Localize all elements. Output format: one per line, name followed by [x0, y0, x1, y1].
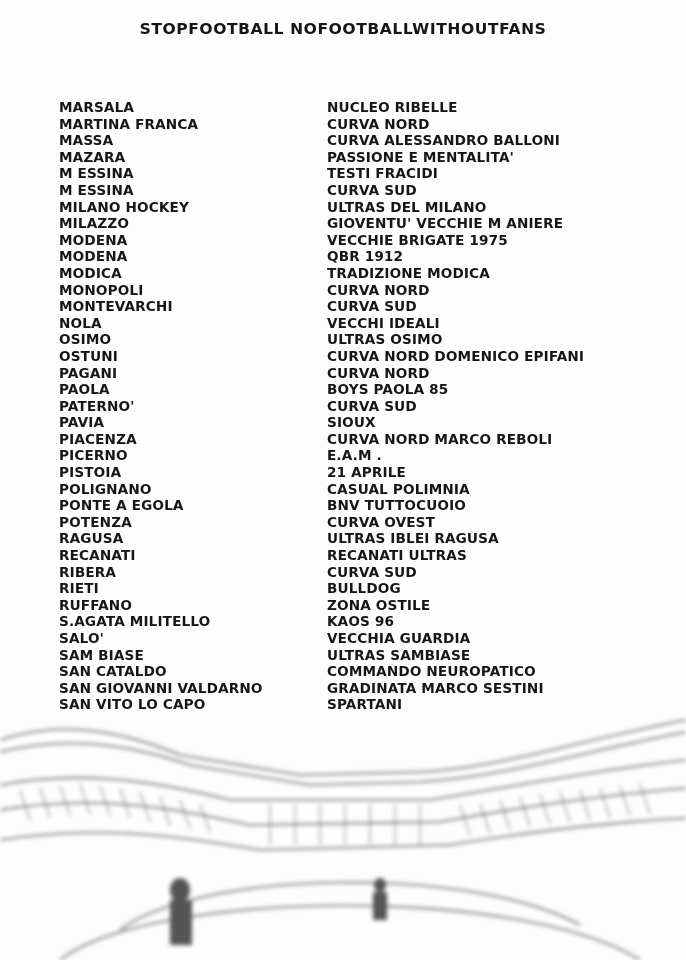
city-name: RECANATI [59, 548, 136, 565]
list-item [59, 448, 659, 465]
list-item [59, 133, 659, 150]
city-name: MASSA [59, 133, 114, 150]
city-name: NOLA [59, 315, 102, 332]
city-name: M ESSINA [59, 166, 134, 183]
city-name: M ESSINA [59, 182, 134, 199]
ultras-group-name: ULTRAS SAMBIASE [327, 647, 471, 664]
ultras-group-name: BNV TUTTOCUOIO [327, 498, 466, 515]
ultras-group-name: CASUAL POLIMNIA [327, 481, 470, 498]
ultras-group-name: CURVA SUD [327, 398, 417, 415]
city-name: PAOLA [59, 382, 110, 399]
ultras-group-name: CURVA SUD [327, 564, 417, 581]
list-item [59, 565, 659, 582]
ultras-group-name: CURVA SUD [327, 182, 417, 199]
ultras-group-name: VECCHIE BRIGATE 1975 [327, 232, 508, 249]
ultras-group-name: SIOUX [327, 415, 376, 432]
stadium-sketch-illustration [0, 700, 686, 960]
city-name: POTENZA [59, 514, 132, 531]
city-name: PIACENZA [59, 431, 137, 448]
city-name: MONOPOLI [59, 282, 144, 299]
city-name: MARTINA FRANCA [59, 116, 199, 133]
ultras-group-name: ULTRAS IBLEI RAGUSA [327, 531, 499, 548]
ultras-group-name: 21 APRILE [327, 465, 406, 482]
list-item [59, 432, 659, 449]
ultras-group-name: VECCHIA GUARDIA [327, 631, 471, 647]
ultras-group-name: NUCLEO RIBELLE [327, 100, 458, 116]
list-item [59, 233, 659, 250]
city-group-list [59, 100, 659, 714]
city-name: PAVIA [59, 415, 105, 432]
city-name: POLIGNANO [59, 481, 152, 498]
list-item [59, 117, 659, 134]
city-name: PISTOIA [59, 465, 122, 482]
city-name: PAGANI [59, 365, 118, 382]
list-item [59, 498, 659, 515]
list-item [59, 299, 659, 316]
list-item [59, 349, 659, 366]
city-name: OSIMO [59, 332, 112, 349]
list-item [59, 681, 659, 698]
ultras-group-name: ZONA OSTILE [327, 597, 431, 614]
ultras-group-name: CURVA NORD [327, 116, 430, 133]
list-item [59, 614, 659, 631]
list-item [59, 531, 659, 548]
list-item [59, 382, 659, 399]
ultras-group-name: GIOVENTU' VECCHIE M ANIERE [327, 216, 564, 233]
ultras-group-name: CURVA OVEST [327, 514, 436, 531]
list-item [59, 150, 659, 167]
city-name: OSTUNI [59, 348, 118, 365]
city-name: PONTE A EGOLA [59, 498, 184, 515]
list-item [59, 266, 659, 283]
list-item [59, 316, 659, 333]
city-name: SAN VITO LO CAPO [59, 697, 206, 714]
list-item [59, 598, 659, 615]
list-item [59, 482, 659, 499]
city-name: MARSALA [59, 100, 135, 116]
city-name: SAN CATALDO [59, 664, 167, 681]
city-name: MAZARA [59, 149, 126, 166]
list-item [59, 648, 659, 665]
list-item [59, 249, 659, 266]
city-name: S.AGATA MILITELLO [59, 614, 211, 631]
list-item [59, 515, 659, 532]
city-name: SAN GIOVANNI VALDARNO [59, 680, 263, 697]
city-name: SAM BIASE [59, 647, 144, 664]
ultras-group-name: PASSIONE E MENTALITA' [327, 149, 514, 166]
ultras-group-name: TESTI FRACIDI [327, 166, 439, 183]
city-name: RIETI [59, 581, 99, 598]
city-name: MILAZZO [59, 216, 130, 233]
city-name: MODENA [59, 249, 128, 266]
ultras-group-name: ULTRAS DEL MILANO [327, 199, 487, 216]
ultras-group-name: KAOS 96 [327, 614, 395, 631]
list-item [59, 415, 659, 432]
city-name: MONTEVARCHI [59, 299, 173, 316]
ultras-group-name: COMMANDO NEUROPATICO [327, 664, 536, 681]
ultras-group-name: CURVA SUD [327, 299, 417, 316]
city-name: MODICA [59, 265, 122, 282]
list-item [59, 581, 659, 598]
city-name: MILANO HOCKEY [59, 199, 189, 216]
ultras-group-name: SPARTANI [327, 697, 403, 714]
city-name: SALO' [59, 631, 104, 647]
list-item [59, 548, 659, 565]
ultras-group-name: ULTRAS OSIMO [327, 332, 443, 349]
list-item [59, 631, 659, 648]
ultras-group-name: RECANATI ULTRAS [327, 548, 467, 565]
list-item [59, 166, 659, 183]
ultras-group-name: QBR 1912 [327, 249, 404, 266]
list-item [59, 366, 659, 383]
ultras-group-name: GRADINATA MARCO SESTINI [327, 680, 544, 697]
page-title: STOPFOOTBALL NOFOOTBALLWITHOUTFANS [139, 20, 547, 38]
city-name: RAGUSA [59, 531, 124, 548]
ultras-group-name: BULLDOG [327, 581, 401, 598]
ultras-group-name: TRADIZIONE MODICA [327, 265, 490, 282]
list-item [59, 332, 659, 349]
ultras-group-name: E.A.M . [327, 448, 382, 465]
ultras-group-name: BOYS PAOLA 85 [327, 382, 449, 399]
city-name: MODENA [59, 232, 128, 249]
city-name: RUFFANO [59, 597, 133, 614]
city-name: PATERNO' [59, 398, 135, 415]
ultras-group-name: CURVA ALESSANDRO BALLONI [327, 133, 561, 150]
ultras-group-name: CURVA NORD [327, 365, 430, 382]
ultras-group-name: CURVA NORD MARCO REBOLI [327, 431, 553, 448]
list-item [59, 100, 659, 117]
list-item [59, 200, 659, 217]
ultras-group-name: VECCHI IDEALI [327, 315, 440, 332]
ultras-group-name: CURVA NORD DOMENICO EPIFANI [327, 348, 585, 365]
list-item [59, 465, 659, 482]
city-name: RIBERA [59, 564, 117, 581]
list-item [59, 664, 659, 681]
list-item [59, 216, 659, 233]
ultras-group-name: CURVA NORD [327, 282, 430, 299]
list-item [59, 283, 659, 300]
list-item [59, 399, 659, 416]
list-item [59, 183, 659, 200]
city-name: PICERNO [59, 448, 128, 465]
